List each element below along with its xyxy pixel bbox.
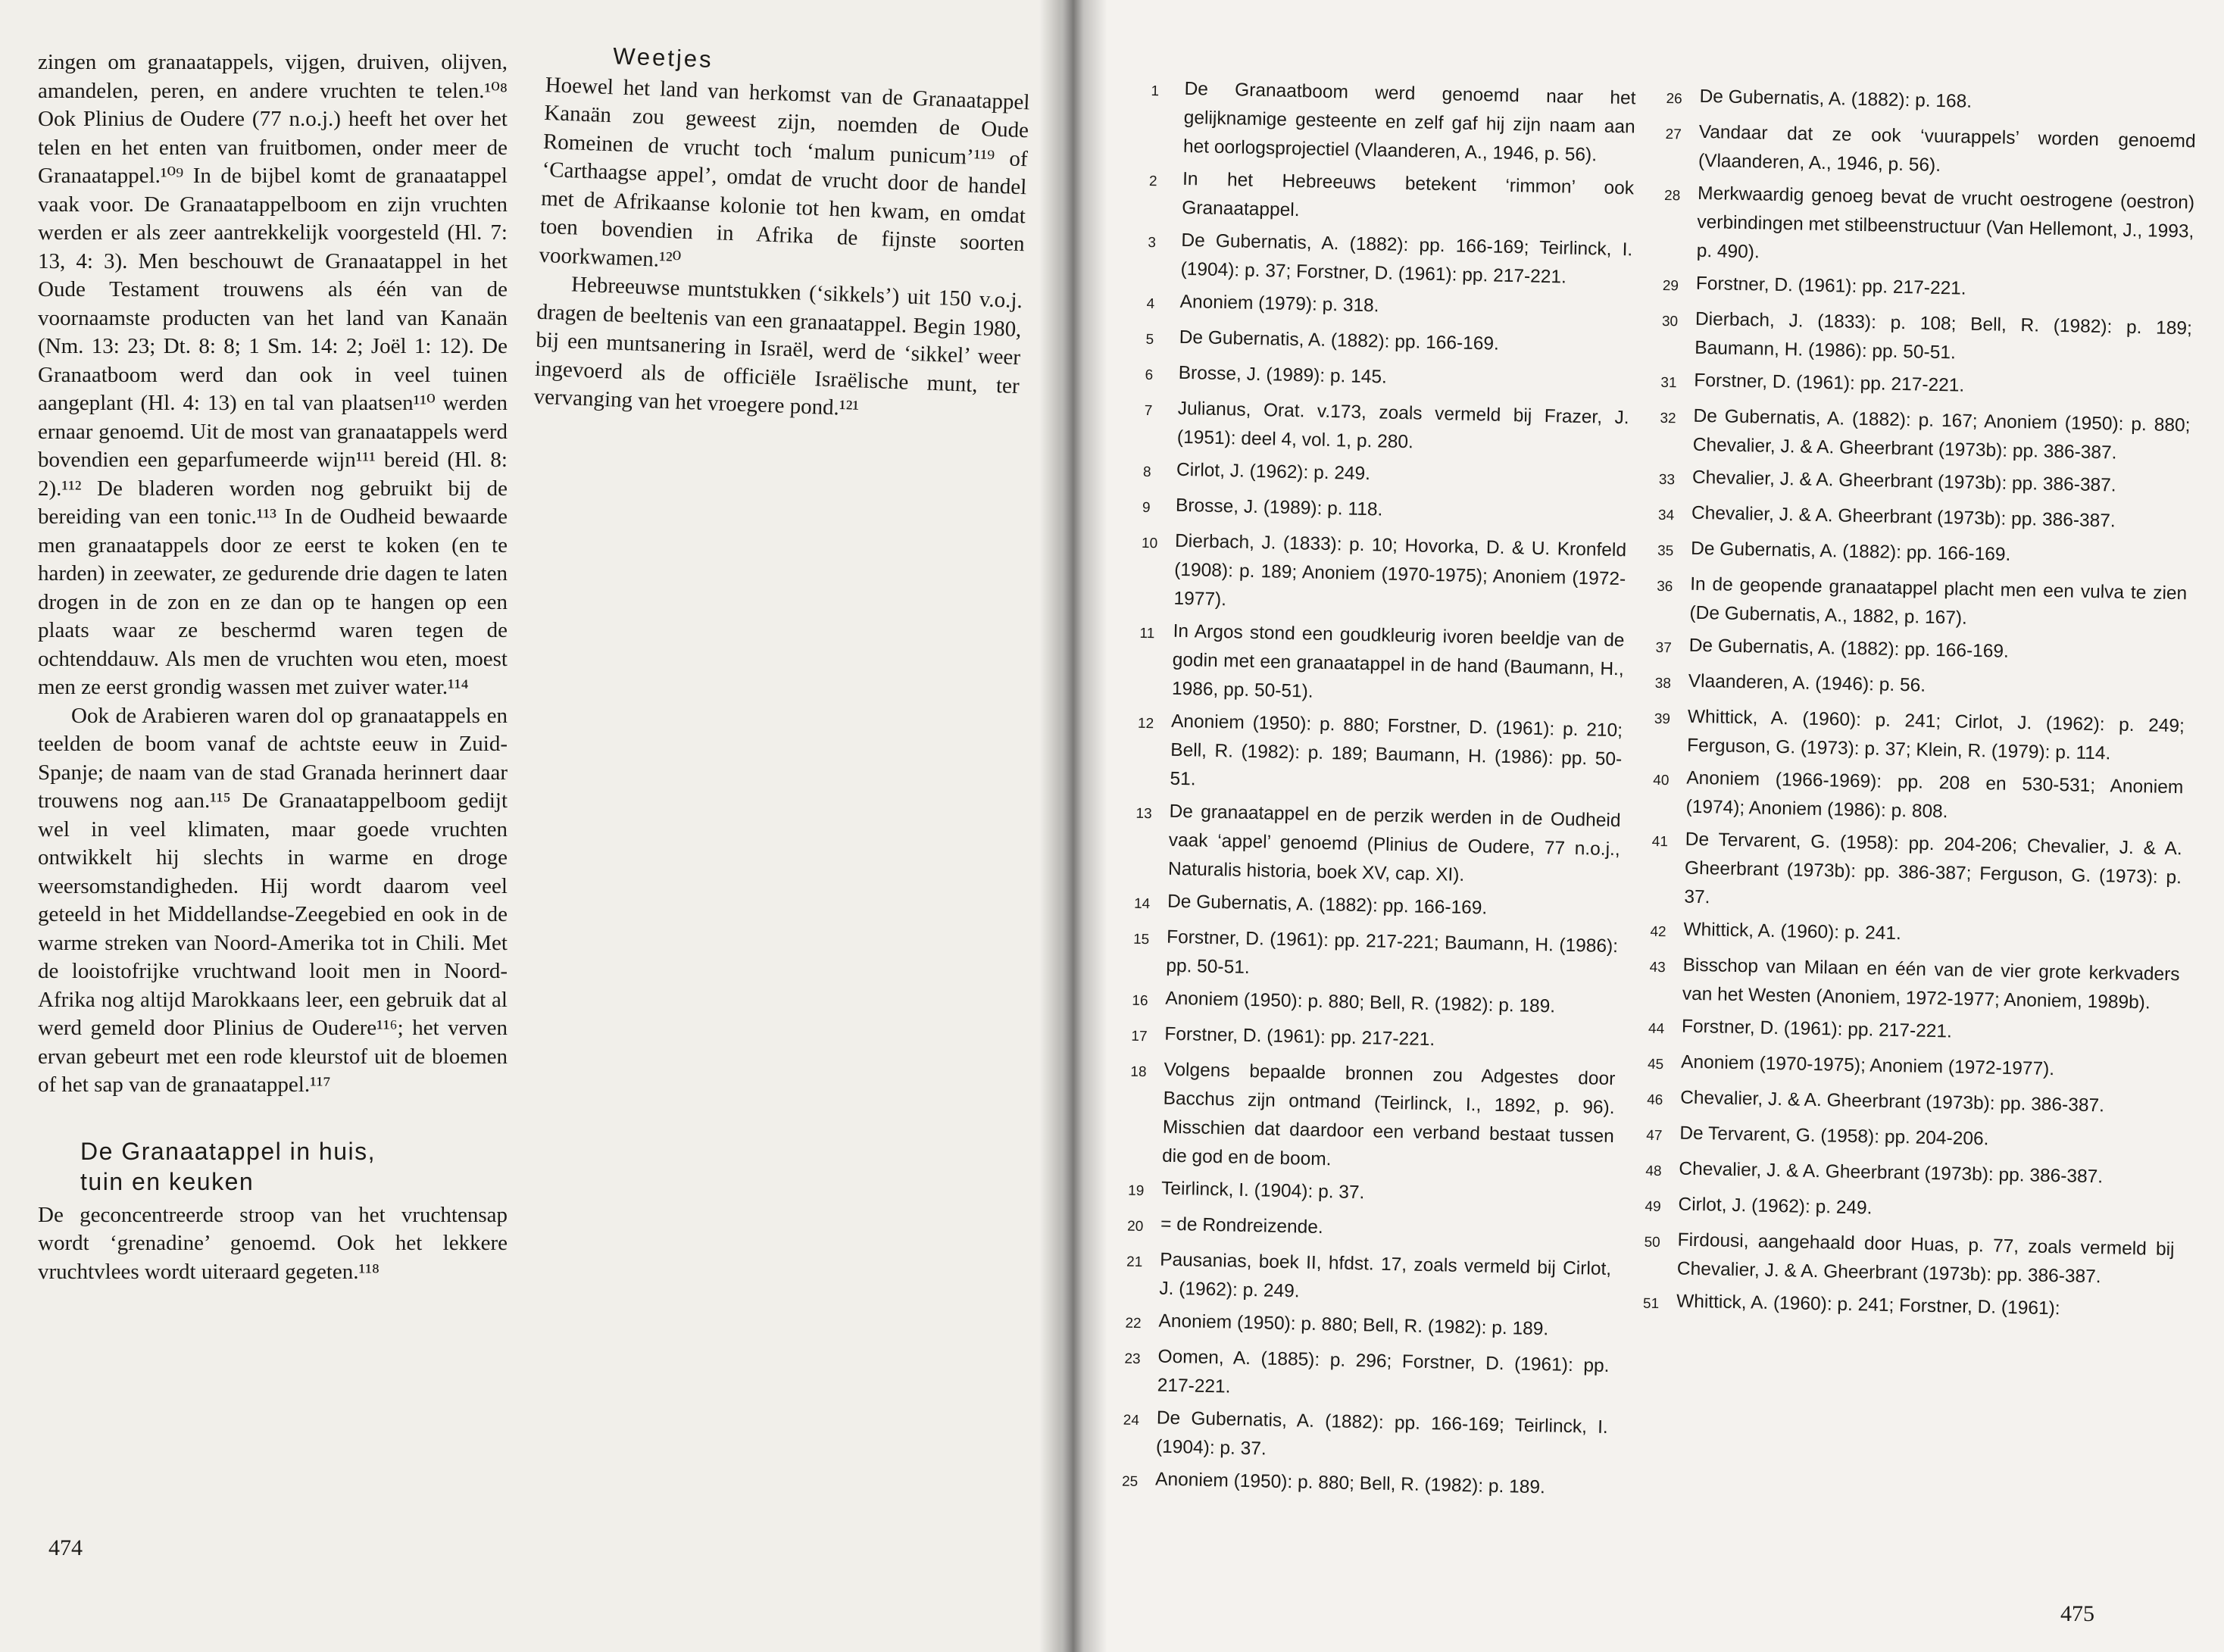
body-paragraph: Ook de Arabieren waren dol op granaatappels en teelden de boom vanaf de achtste eeuw in Zuid-Spanje; de naam van de stad Granada herinnert daar trouwens nog aan.¹¹⁵ De Granaatappelboom gedijt wel in veel klimaten, maar goede vruchten ontwikkelt hij slechts in warme en droge weersomstandigheden. Hij wordt daarom veel geteeld in het Middellandse-Zeegebied en ook in de warme streken van Noord-Amerika tot in Chili. Met de looistofrijke vruchtwand looit men in Noord-Afrika nog altijd Marokkaans leer, een gebruik dat al werd gemeld door Plinius de Oudere¹¹⁶; het verven ervan gebeurt met een rode kleurstof uit de bloemen of het sap van de granaatappel.¹¹⁷ xyxy=(38,703,508,1097)
footnote xyxy=(1644,1226,2175,1293)
footnote xyxy=(1654,667,2185,708)
footnote-text: Bisschop van Milaan en één van de vier grote kerkvaders van het Westen (Anoniem, 1972-1977; Anoniem, 1989b). xyxy=(1682,954,2180,1013)
footnote-number: 2 xyxy=(1148,173,1157,190)
footnote xyxy=(1143,455,1629,497)
footnote xyxy=(1134,887,1620,929)
footnote xyxy=(1145,323,1631,364)
section-heading-line: De Granaatappel in huis, xyxy=(80,1137,376,1165)
footnote-text: Chevalier, J. & A. Gheerbrant (1973b): pp. 386-387. xyxy=(1679,1087,2105,1116)
footnote-text: Vandaar dat ze ook ‘vuurappels’ worden genoemd (Vlaanderen, A., 1946, p. 56). xyxy=(1698,121,2196,176)
footnote-text: De Gubernatis, A. (1882): pp. 166-169; Teirlinck, I. (1904): p. 37; Forstner, D. (1961): pp. 217-221. xyxy=(1180,230,1633,288)
footnote-number: 44 xyxy=(1648,1020,1665,1038)
footnote-text: In Argos stond een goudkleurig ivoren beeldje van de godin met een granaatappel in de hand (Baumann, H., 1986, pp. 50-51). xyxy=(1171,620,1625,702)
footnote xyxy=(1652,764,2183,831)
footnote-text: Oomen, A. (1885): p. 296; Forstner, D. (1961): pp. 217-221. xyxy=(1157,1346,1610,1397)
footnote xyxy=(1643,1287,2174,1329)
footnote-text: Chevalier, J. & A. Gheerbrant (1973b): pp. 386-387. xyxy=(1679,1158,2104,1188)
footnote-number: 8 xyxy=(1142,464,1151,481)
footnote xyxy=(1650,915,2181,957)
body-paragraph: zingen om granaatappels, vijgen, druiven, olijven, amandelen, peren, en andere vruchten te telen.¹⁰⁸ Ook Plinius de Oudere (77 n.o.j.) heeft het over het telen en het enten van fruitbomen, onder meer de Granaatappel.¹⁰⁹ In de bijbel komt de granaatappel vaak voor. De Granaatappelboom en zijn vruchten werden er als zeer aantrekkelijk voorgesteld (Hl. 7: 13, 4: 3). Men beschouwt de Granaatappel in het Oude Testament trouwens als één van de voornaamste producten van het land van Kanaän (Nm. 13: 23; Dt. 8: 8; 1 Sm. 14: 2; Joël 1: 12). De Granaatboom werd dan ook in veel tuinen aangeplant (Hl. 4: 13) en tal van plaatsen¹¹⁰ werden ernaar genoemd. Uit de most van granaatappels werd bovendien een geparfumeerde wijn¹¹¹ bereid (Hl. 8: 2).¹¹² De bladeren worden nog gebruikt bij de bereiding van een tonic.¹¹³ In de Oudheid bewaarde men granaatappels door ze eerst te koken (en te harden) in zeewater, ze gedurende drie dagen te laten drogen in de zon en ze dan op te hangen op een plaats waar ze beschermd waren tegen de ochtenddauw. Als men de vruchten wou eten, moest men ze eerst grondig wassen met zuiver water.¹¹⁴ xyxy=(38,50,508,699)
notes-column-2 xyxy=(1643,82,2197,1332)
footnote-number: 47 xyxy=(1646,1127,1663,1145)
footnote-number: 31 xyxy=(1660,374,1677,392)
footnote-text: Volgens bepaalde bronnen zou Adgestes door Bacchus zijn ontmand (Teirlinck, I., 1892, p. 96). Misschien dat daardoor een verband bestaat tussen die god en de boom. xyxy=(1161,1059,1616,1170)
footnote-text: Brosse, J. (1989): p. 145. xyxy=(1178,362,1388,388)
section-heading xyxy=(80,1136,508,1197)
footnote-text: Cirlot, J. (1962): p. 249. xyxy=(1678,1194,1873,1219)
footnote-number: 37 xyxy=(1655,639,1672,657)
footnote-number: 38 xyxy=(1654,675,1672,692)
footnote-text: Anoniem (1966-1969): pp. 208 en 530-531; Anoniem (1974); Anoniem (1986): p. 808. xyxy=(1685,767,2184,823)
footnote xyxy=(1648,1012,2179,1054)
footnote xyxy=(1665,117,2196,185)
footnote-number: 41 xyxy=(1651,833,1669,851)
footnote-text: Forstner, D. (1961): pp. 217-221. xyxy=(1164,1023,1435,1051)
footnote-text: In de geopende granaatappel placht men een vulva te zien (De Gubernatis, A., 1882, p. 167). xyxy=(1689,573,2188,629)
footnote-number: 20 xyxy=(1126,1218,1144,1235)
weetjes-paragraph: Hebreeuwse muntstukken (‘sikkels’) uit 150 v.o.j. dragen de beeltenis van een granaatappel. Begin 1980, bij een muntsanering in Israël, werd de ‘sikkel’ weer ingevoerd als de officiële Israëlische munt, ter vervanging van het vroegere pond.¹²¹ xyxy=(533,272,1023,421)
footnote-number: 42 xyxy=(1650,923,1666,941)
footnote-number: 30 xyxy=(1661,313,1679,330)
footnote-number: 36 xyxy=(1657,578,1673,595)
footnote-number: 49 xyxy=(1645,1198,1661,1216)
footnote xyxy=(1135,797,1621,893)
footnote-text: Dierbach, J. (1833): p. 10; Hovorka, D. & U. Kronfeld (1908): p. 189; Anoniem (1970-1975); Anoniem (1972-1977). xyxy=(1173,530,1627,611)
footnote-text: Julianus, Orat. v.173, zoals vermeld bij Frazer, J. (1951): deel 4, vol. 1, p. 280. xyxy=(1176,398,1629,453)
footnote xyxy=(1657,534,2188,576)
notes-column-1 xyxy=(1122,74,1636,1510)
footnote-text: De Gubernatis, A. (1882): pp. 166-169. xyxy=(1690,538,2011,565)
footnote-number: 3 xyxy=(1148,234,1157,251)
footnote-number: 26 xyxy=(1666,90,1682,108)
footnote-text: = de Rondreizende. xyxy=(1160,1213,1323,1238)
footnote xyxy=(1645,1154,2176,1196)
footnote-number: 51 xyxy=(1642,1295,1660,1313)
footnote xyxy=(1654,702,2185,770)
footnote xyxy=(1649,951,2180,1018)
footnote-number: 19 xyxy=(1127,1182,1145,1200)
footnote-text: Whittick, A. (1960): p. 241; Cirlot, J. (1962): p. 249; Ferguson, G. (1973): p. 37; Klein, R. (1979): p. 114. xyxy=(1686,706,2185,764)
page-number-left: 474 xyxy=(48,1535,83,1560)
left-page xyxy=(0,0,1060,1652)
footnote-text: De Granaatboom werd genoemd naar het gelijknamige gesteente en zelf gaf hij zijn naam aan het oorlogsprojectiel (Vlaanderen, A., 1946, p. 56). xyxy=(1182,78,1636,166)
footnote xyxy=(1140,526,1626,623)
footnote-number: 24 xyxy=(1123,1412,1140,1429)
footnote-text: Whittick, A. (1960): p. 241; Forstner, D. (1961): xyxy=(1676,1291,2060,1319)
footnote-text: De granaatappel en de perzik werden in de Oudheid vaak ‘appel’ genoemd (Plinius de Oudere, 77 n.o.j., Naturalis historia, boek XV, cap. XI). xyxy=(1167,801,1621,885)
footnote xyxy=(1658,498,2189,540)
footnote-number: 7 xyxy=(1144,402,1153,420)
footnote-number: 4 xyxy=(1146,295,1155,313)
book-gutter-shadow xyxy=(1039,0,1107,1652)
footnote-number: 13 xyxy=(1135,805,1152,823)
footnote xyxy=(1646,1119,2177,1160)
footnote xyxy=(1142,491,1628,532)
footnote xyxy=(1147,226,1632,293)
footnote-number: 32 xyxy=(1660,410,1676,427)
weetjes-heading: Weetjes xyxy=(612,42,714,73)
footnote xyxy=(1144,394,1629,461)
page-number-right: 475 xyxy=(2060,1601,2094,1626)
footnote-text: Brosse, J. (1989): p. 118. xyxy=(1175,495,1383,520)
footnote-number: 16 xyxy=(1132,992,1148,1010)
footnote-text: In het Hebreeuws betekent ‘rimmon’ ook Granaatappel. xyxy=(1182,168,1635,221)
footnote-text: Chevalier, J. & A. Gheerbrant (1973b): pp. 386-387. xyxy=(1691,467,2116,496)
footnote-number: 33 xyxy=(1658,471,1676,489)
footnote-text: Anoniem (1979): p. 318. xyxy=(1179,291,1379,317)
footnote xyxy=(1129,1055,1616,1180)
footnote xyxy=(1123,1404,1608,1471)
footnote-number: 29 xyxy=(1662,277,1679,295)
footnote-number: 10 xyxy=(1141,535,1158,552)
weetjes-paragraph: Hoewel het land van herkomst van de Granaatappel Kanaän zou geweest zijn, noemden de Oude Romeinen de vrucht toch ‘malum punicum’¹¹⁹ of ‘Carthaagse appel’, omdat de vrucht door de handel met de Afrikaanse kolonie tot hen kwam, en omdat toen bovendien in Afrika de fijnste soorten voorkwamen.¹²⁰ xyxy=(538,72,1030,273)
footnote xyxy=(1660,366,2191,408)
footnote xyxy=(1651,825,2182,921)
footnote xyxy=(1123,1342,1609,1410)
footnote-text: Anoniem (1970-1975); Anoniem (1972-1977). xyxy=(1680,1051,2055,1080)
footnote-text: Forstner, D. (1961): pp. 217-221; Baumann, H. (1986): pp. 50-51. xyxy=(1166,926,1619,978)
footnote-text: Cirlot, J. (1962): p. 249. xyxy=(1176,459,1371,485)
footnote xyxy=(1139,617,1625,713)
footnote-number: 21 xyxy=(1126,1254,1143,1271)
footnote-number: 1 xyxy=(1151,83,1160,100)
footnote xyxy=(1145,358,1630,400)
footnote-text: Whittick, A. (1960): p. 241. xyxy=(1683,919,1902,945)
footnote xyxy=(1662,269,2193,311)
footnote xyxy=(1125,1307,1610,1348)
footnote-text: Anoniem (1950): p. 880; Bell, R. (1982): p. 189. xyxy=(1154,1469,1546,1498)
footnote-text: Forstner, D. (1961): pp. 217-221. xyxy=(1681,1016,1953,1042)
footnote xyxy=(1127,1210,1613,1251)
footnote-number: 15 xyxy=(1132,931,1150,948)
footnote-text: Merkwaardig genoeg bevat de vrucht oestrogene (oestron) verbindingen met stilbeenstructuur (Van Hellemont, J., 1993, p. 490). xyxy=(1696,183,2195,263)
footnote xyxy=(1132,923,1618,990)
footnote-number: 43 xyxy=(1649,959,1666,976)
footnote-number: 48 xyxy=(1645,1163,1662,1180)
footnote-text: Pausanias, boek II, hfdst. 17, zoals vermeld bij Cirlot, J. (1962): p. 249. xyxy=(1159,1249,1612,1302)
footnote-number: 12 xyxy=(1137,715,1154,732)
footnote-number: 6 xyxy=(1145,367,1154,384)
footnote-number: 28 xyxy=(1663,187,1681,205)
footnote-number: 11 xyxy=(1139,625,1155,642)
footnote-text: Dierbach, J. (1833): p. 108; Bell, R. (1982): p. 189; Baumann, H. (1986): pp. 50-51. xyxy=(1695,308,2193,364)
footnote-number: 5 xyxy=(1145,331,1154,348)
footnote-text: De Tervarent, G. (1958): pp. 204-206. xyxy=(1679,1123,1989,1150)
weetjes-column xyxy=(533,39,1032,429)
footnote xyxy=(1128,1174,1613,1216)
footnote xyxy=(1659,463,2190,504)
footnote-text: De Gubernatis, A. (1882): pp. 166-169; Teirlinck, I. (1904): p. 37. xyxy=(1155,1407,1609,1460)
footnote xyxy=(1656,570,2187,637)
footnote xyxy=(1148,164,1634,232)
footnote xyxy=(1122,1465,1607,1507)
footnote xyxy=(1146,287,1632,329)
footnote xyxy=(1661,304,2192,372)
footnote-text: Firdousi, aangehaald door Huas, p. 77, zoals vermeld bij Chevalier, J. & A. Gheerbrant (1973b): pp. 386-387. xyxy=(1676,1229,2175,1288)
footnote xyxy=(1655,631,2186,673)
footnote-number: 14 xyxy=(1133,895,1151,913)
footnote-text: Forstner, D. (1961): pp. 217-221. xyxy=(1694,370,1965,396)
footnote-number: 40 xyxy=(1653,772,1670,789)
footnote xyxy=(1126,1245,1611,1313)
footnote xyxy=(1648,1048,2179,1089)
footnote-number: 39 xyxy=(1654,710,1671,728)
footnote xyxy=(1131,1020,1616,1061)
footnote xyxy=(1647,1083,2178,1125)
footnote-text: Anoniem (1950): p. 880; Bell, R. (1982): p. 189. xyxy=(1165,988,1556,1017)
footnote-text: De Gubernatis, A. (1882): pp. 166-169. xyxy=(1179,326,1500,354)
footnote-text: Chevalier, J. & A. Gheerbrant (1973b): pp. 386-387. xyxy=(1691,502,2116,532)
footnote-text: De Gubernatis, A. (1882): p. 167; Anoniem (1950): p. 880; Chevalier, J. & A. Gheerbrant (1973b): pp. 386-387. xyxy=(1692,405,2191,464)
footnote-text: De Gubernatis, A. (1882): pp. 166-169. xyxy=(1167,891,1488,919)
footnote-number: 23 xyxy=(1124,1351,1141,1368)
footnote-number: 27 xyxy=(1665,126,1682,143)
main-text-column xyxy=(38,48,508,1286)
footnote xyxy=(1659,401,2190,469)
footnote xyxy=(1150,74,1636,170)
footnote-number: 18 xyxy=(1130,1063,1147,1081)
footnote-number: 34 xyxy=(1657,507,1675,524)
footnote-number: 25 xyxy=(1121,1473,1139,1491)
footnote-text: Teirlinck, I. (1904): p. 37. xyxy=(1160,1178,1365,1204)
footnote xyxy=(1645,1190,2176,1232)
footnote-text: De Tervarent, G. (1958): pp. 204-206; Chevalier, J. & A. Gheerbrant (1973b): pp. 386-387; Ferguson, G. (1973): p. 37. xyxy=(1684,829,2182,908)
footnote-text: Anoniem (1950): p. 880; Bell, R. (1982): p. 189. xyxy=(1158,1310,1549,1340)
footnote-text: Anoniem (1950): p. 880; Forstner, D. (1961): p. 210; Bell, R. (1982): p. 189; Baumann, H. (1986): pp. 50-51. xyxy=(1170,710,1623,790)
footnote xyxy=(1663,179,2194,275)
body-paragraph: De geconcentreerde stroop van het vruchtensap wordt ‘grenadine’ genoemd. Ook het lekkere vruchtvlees wordt uiteraard gegeten.¹¹⁸ xyxy=(38,1202,508,1284)
footnote-number: 22 xyxy=(1125,1315,1142,1332)
footnote xyxy=(1136,707,1623,803)
footnote xyxy=(1132,984,1617,1026)
section-heading-line: tuin en keuken xyxy=(80,1167,255,1195)
footnote-text: De Gubernatis, A. (1882): p. 168. xyxy=(1699,86,1973,112)
footnote-text: Forstner, D. (1961): pp. 217-221. xyxy=(1695,273,1966,299)
footnote-text: De Gubernatis, A. (1882): pp. 166-169. xyxy=(1688,635,2010,662)
footnote-text: Vlaanderen, A. (1946): p. 56. xyxy=(1688,670,1926,696)
footnote-number: 50 xyxy=(1644,1234,1660,1251)
footnote-number: 17 xyxy=(1131,1028,1148,1045)
footnote-number: 35 xyxy=(1657,542,1674,560)
footnote-number: 9 xyxy=(1142,499,1151,517)
footnote-number: 45 xyxy=(1647,1056,1664,1073)
footnote-number: 46 xyxy=(1646,1091,1663,1109)
